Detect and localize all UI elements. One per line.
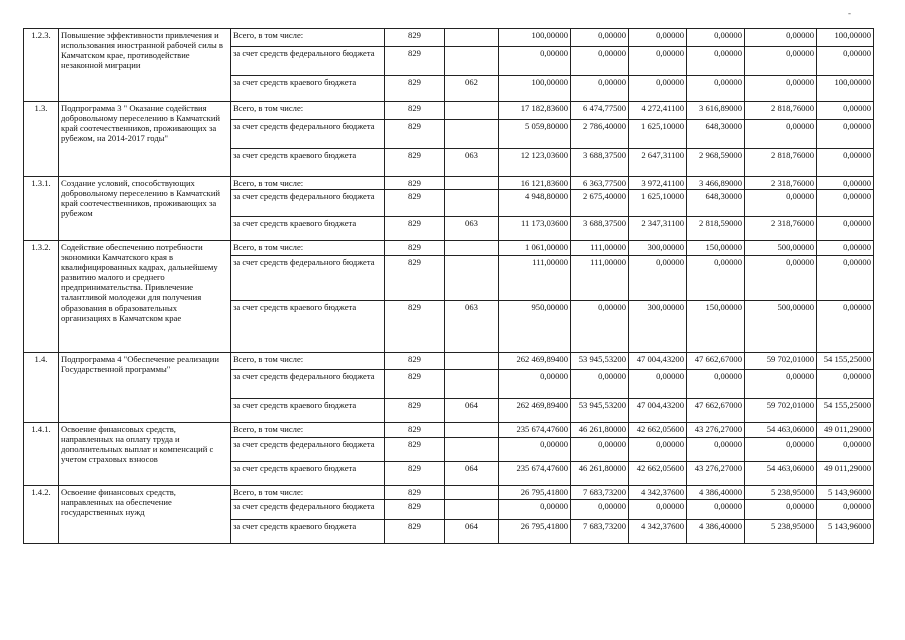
- amount-cell: 49 011,29000: [817, 423, 874, 438]
- amount-cell: 0,00000: [571, 76, 629, 102]
- grbs-code: 829: [385, 102, 445, 120]
- funding-source: за счет средств краевого бюджета: [231, 76, 385, 102]
- amount-cell: 0,00000: [817, 47, 874, 76]
- amount-cell: 5 143,96000: [817, 486, 874, 500]
- amount-cell: 5 143,96000: [817, 520, 874, 544]
- amount-cell: 0,00000: [499, 438, 571, 462]
- program-code: [445, 370, 499, 399]
- amount-cell: 2 318,76000: [745, 217, 817, 241]
- program-code: 062: [445, 76, 499, 102]
- amount-cell: 6 363,77500: [571, 177, 629, 190]
- amount-cell: 0,00000: [687, 256, 745, 301]
- grbs-code: 829: [385, 149, 445, 177]
- amount-cell: 4 948,80000: [499, 190, 571, 217]
- table-row: [24, 241, 874, 256]
- amount-cell: 111,00000: [571, 256, 629, 301]
- program-code: [445, 120, 499, 149]
- amount-cell: 0,00000: [571, 301, 629, 353]
- grbs-code: 829: [385, 399, 445, 423]
- grbs-code: 829: [385, 256, 445, 301]
- amount-cell: 1 625,10000: [629, 190, 687, 217]
- funding-source: Всего, в том числе:: [231, 177, 385, 190]
- amount-cell: 2 786,40000: [571, 120, 629, 149]
- amount-cell: 0,00000: [571, 29, 629, 47]
- amount-cell: 0,00000: [745, 500, 817, 520]
- amount-cell: 43 276,27000: [687, 462, 745, 486]
- activity-name: Создание условий, способствующих добровольному переселению в Камчатский край соотечественников, проживающих за рубежом: [59, 177, 231, 241]
- funding-source: Всего, в том числе:: [231, 423, 385, 438]
- amount-cell: 0,00000: [817, 120, 874, 149]
- amount-cell: 0,00000: [817, 370, 874, 399]
- program-code: 064: [445, 462, 499, 486]
- amount-cell: 42 662,05600: [629, 462, 687, 486]
- amount-cell: 0,00000: [817, 438, 874, 462]
- amount-cell: 0,00000: [499, 500, 571, 520]
- amount-cell: 0,00000: [745, 438, 817, 462]
- funding-source: за счет средств краевого бюджета: [231, 301, 385, 353]
- program-code: [445, 500, 499, 520]
- table-row: [24, 353, 874, 370]
- amount-cell: 235 674,47600: [499, 423, 571, 438]
- amount-cell: 0,00000: [687, 438, 745, 462]
- funding-source: за счет средств краевого бюджета: [231, 462, 385, 486]
- amount-cell: 950,00000: [499, 301, 571, 353]
- amount-cell: 1 061,00000: [499, 241, 571, 256]
- row-number: 1.3.1.: [24, 177, 59, 241]
- table-row: [24, 486, 874, 500]
- amount-cell: 0,00000: [817, 177, 874, 190]
- amount-cell: 2 818,59000: [687, 217, 745, 241]
- amount-cell: 0,00000: [687, 29, 745, 47]
- amount-cell: 0,00000: [745, 76, 817, 102]
- amount-cell: 100,00000: [499, 29, 571, 47]
- table-row: [24, 423, 874, 438]
- amount-cell: 12 123,03600: [499, 149, 571, 177]
- amount-cell: 111,00000: [571, 241, 629, 256]
- table-row: [24, 102, 874, 120]
- program-code: [445, 190, 499, 217]
- amount-cell: 0,00000: [629, 438, 687, 462]
- funding-source: за счет средств федерального бюджета: [231, 120, 385, 149]
- amount-cell: 54 463,06000: [745, 462, 817, 486]
- amount-cell: 47 662,67000: [687, 353, 745, 370]
- amount-cell: 0,00000: [629, 500, 687, 520]
- amount-cell: 47 004,43200: [629, 353, 687, 370]
- amount-cell: 0,00000: [571, 500, 629, 520]
- amount-cell: 0,00000: [499, 370, 571, 399]
- table-row: [24, 177, 874, 190]
- amount-cell: 2 818,76000: [745, 102, 817, 120]
- amount-cell: 46 261,80000: [571, 423, 629, 438]
- amount-cell: 16 121,83600: [499, 177, 571, 190]
- amount-cell: 42 662,05600: [629, 423, 687, 438]
- row-number: 1.3.2.: [24, 241, 59, 353]
- amount-cell: 49 011,29000: [817, 462, 874, 486]
- activity-name: Подпрограмма 4 "Обеспечение реализации Государственной программы": [59, 353, 231, 423]
- amount-cell: 150,00000: [687, 241, 745, 256]
- amount-cell: 47 004,43200: [629, 399, 687, 423]
- grbs-code: 829: [385, 462, 445, 486]
- amount-cell: 17 182,83600: [499, 102, 571, 120]
- grbs-code: 829: [385, 353, 445, 370]
- program-code: [445, 177, 499, 190]
- grbs-code: 829: [385, 177, 445, 190]
- amount-cell: 5 238,95000: [745, 520, 817, 544]
- funding-source: за счет средств федерального бюджета: [231, 438, 385, 462]
- amount-cell: 0,00000: [687, 500, 745, 520]
- amount-cell: 0,00000: [817, 301, 874, 353]
- table-row: [24, 29, 874, 47]
- program-code: 063: [445, 301, 499, 353]
- amount-cell: 0,00000: [687, 76, 745, 102]
- amount-cell: 1 625,10000: [629, 120, 687, 149]
- program-code: 064: [445, 520, 499, 544]
- grbs-code: 829: [385, 47, 445, 76]
- amount-cell: 0,00000: [817, 241, 874, 256]
- amount-cell: 0,00000: [817, 256, 874, 301]
- amount-cell: 53 945,53200: [571, 353, 629, 370]
- amount-cell: 0,00000: [745, 256, 817, 301]
- amount-cell: 47 662,67000: [687, 399, 745, 423]
- amount-cell: 100,00000: [817, 76, 874, 102]
- funding-source: за счет средств краевого бюджета: [231, 149, 385, 177]
- amount-cell: 0,00000: [745, 29, 817, 47]
- row-number: 1.3.: [24, 102, 59, 177]
- grbs-code: 829: [385, 486, 445, 500]
- program-code: [445, 29, 499, 47]
- amount-cell: 0,00000: [817, 190, 874, 217]
- amount-cell: 111,00000: [499, 256, 571, 301]
- amount-cell: 0,00000: [745, 47, 817, 76]
- amount-cell: 4 342,37600: [629, 486, 687, 500]
- amount-cell: 43 276,27000: [687, 423, 745, 438]
- amount-cell: 3 972,41100: [629, 177, 687, 190]
- amount-cell: 53 945,53200: [571, 399, 629, 423]
- amount-cell: 0,00000: [571, 47, 629, 76]
- activity-name: Подпрограмма 3 " Оказание содействия добровольному переселению в Камчатский край соотечественников, проживающих за рубежом, на 2014-2017 годы": [59, 102, 231, 177]
- amount-cell: 0,00000: [571, 438, 629, 462]
- activity-name: Повышение эффективности привлечения и использования иностранной рабочей силы в Камчатском крае, противодействие незаконной миграции: [59, 29, 231, 102]
- activity-name: Содействие обеспечению потребности экономики Камчатского края в квалифицированных кадрах, дальнейшему развитию малого и среднего предпринимательства. Привлечение талантливой молодежи для получения образования в образовательных организациях в Камчатском крае: [59, 241, 231, 353]
- activity-name: Освоение финансовых средств, направленных на обеспечение государственных нужд: [59, 486, 231, 544]
- grbs-code: 829: [385, 301, 445, 353]
- amount-cell: 3 688,37500: [571, 217, 629, 241]
- amount-cell: 0,00000: [817, 102, 874, 120]
- amount-cell: 500,00000: [745, 301, 817, 353]
- program-code: [445, 256, 499, 301]
- amount-cell: 46 261,80000: [571, 462, 629, 486]
- amount-cell: 2 818,76000: [745, 149, 817, 177]
- amount-cell: 3 616,89000: [687, 102, 745, 120]
- program-code: 063: [445, 149, 499, 177]
- activity-name: Освоение финансовых средств, направленных на оплату труда и дополнительных выплат и компенсаций с учетом страховых взносов: [59, 423, 231, 486]
- amount-cell: 54 155,25000: [817, 353, 874, 370]
- row-number: 1.4.2.: [24, 486, 59, 544]
- amount-cell: 0,00000: [745, 190, 817, 217]
- amount-cell: 54 463,06000: [745, 423, 817, 438]
- amount-cell: 3 688,37500: [571, 149, 629, 177]
- grbs-code: 829: [385, 423, 445, 438]
- amount-cell: 0,00000: [745, 120, 817, 149]
- amount-cell: 7 683,73200: [571, 520, 629, 544]
- grbs-code: 829: [385, 29, 445, 47]
- funding-source: Всего, в том числе:: [231, 102, 385, 120]
- funding-source: Всего, в том числе:: [231, 353, 385, 370]
- row-number: 1.4.: [24, 353, 59, 423]
- amount-cell: 2 968,59000: [687, 149, 745, 177]
- row-number: 1.4.1.: [24, 423, 59, 486]
- grbs-code: 829: [385, 190, 445, 217]
- funding-source: Всего, в том числе:: [231, 29, 385, 47]
- grbs-code: 829: [385, 520, 445, 544]
- amount-cell: 11 173,03600: [499, 217, 571, 241]
- amount-cell: 2 347,31100: [629, 217, 687, 241]
- amount-cell: 7 683,73200: [571, 486, 629, 500]
- amount-cell: 0,00000: [817, 217, 874, 241]
- grbs-code: 829: [385, 500, 445, 520]
- amount-cell: 2 318,76000: [745, 177, 817, 190]
- program-code: [445, 353, 499, 370]
- amount-cell: 26 795,41800: [499, 520, 571, 544]
- amount-cell: 0,00000: [817, 149, 874, 177]
- amount-cell: 0,00000: [499, 47, 571, 76]
- program-code: [445, 423, 499, 438]
- funding-source: Всего, в том числе:: [231, 241, 385, 256]
- amount-cell: 6 474,77500: [571, 102, 629, 120]
- amount-cell: 26 795,41800: [499, 486, 571, 500]
- amount-cell: 0,00000: [629, 76, 687, 102]
- amount-cell: 0,00000: [629, 256, 687, 301]
- row-number: 1.2.3.: [24, 29, 59, 102]
- funding-source: за счет средств краевого бюджета: [231, 217, 385, 241]
- amount-cell: 4 342,37600: [629, 520, 687, 544]
- funding-source: за счет средств федерального бюджета: [231, 370, 385, 399]
- amount-cell: 648,30000: [687, 120, 745, 149]
- amount-cell: 3 466,89000: [687, 177, 745, 190]
- amount-cell: 0,00000: [629, 370, 687, 399]
- program-code: [445, 486, 499, 500]
- amount-cell: 4 272,41100: [629, 102, 687, 120]
- corner-mark: -: [848, 8, 851, 18]
- amount-cell: 0,00000: [629, 29, 687, 47]
- amount-cell: 100,00000: [817, 29, 874, 47]
- amount-cell: 54 155,25000: [817, 399, 874, 423]
- amount-cell: 2 647,31100: [629, 149, 687, 177]
- funding-source: за счет средств федерального бюджета: [231, 256, 385, 301]
- program-code: [445, 438, 499, 462]
- amount-cell: 0,00000: [745, 370, 817, 399]
- amount-cell: 4 386,40000: [687, 486, 745, 500]
- grbs-code: 829: [385, 120, 445, 149]
- grbs-code: 829: [385, 241, 445, 256]
- grbs-code: 829: [385, 76, 445, 102]
- amount-cell: 300,00000: [629, 241, 687, 256]
- amount-cell: 300,00000: [629, 301, 687, 353]
- program-code: 063: [445, 217, 499, 241]
- amount-cell: 262 469,89400: [499, 399, 571, 423]
- amount-cell: 0,00000: [629, 47, 687, 76]
- program-code: [445, 47, 499, 76]
- amount-cell: 5 238,95000: [745, 486, 817, 500]
- amount-cell: 150,00000: [687, 301, 745, 353]
- amount-cell: 648,30000: [687, 190, 745, 217]
- budget-table: [23, 28, 874, 544]
- amount-cell: 2 675,40000: [571, 190, 629, 217]
- grbs-code: 829: [385, 217, 445, 241]
- amount-cell: 500,00000: [745, 241, 817, 256]
- funding-source: за счет средств федерального бюджета: [231, 47, 385, 76]
- amount-cell: 0,00000: [687, 47, 745, 76]
- funding-source: за счет средств краевого бюджета: [231, 399, 385, 423]
- funding-source: за счет средств федерального бюджета: [231, 500, 385, 520]
- amount-cell: 0,00000: [817, 500, 874, 520]
- amount-cell: 59 702,01000: [745, 399, 817, 423]
- grbs-code: 829: [385, 438, 445, 462]
- amount-cell: 262 469,89400: [499, 353, 571, 370]
- funding-source: за счет средств краевого бюджета: [231, 520, 385, 544]
- amount-cell: 235 674,47600: [499, 462, 571, 486]
- funding-source: за счет средств федерального бюджета: [231, 190, 385, 217]
- amount-cell: 100,00000: [499, 76, 571, 102]
- amount-cell: 0,00000: [571, 370, 629, 399]
- program-code: [445, 241, 499, 256]
- program-code: 064: [445, 399, 499, 423]
- funding-source: Всего, в том числе:: [231, 486, 385, 500]
- amount-cell: 4 386,40000: [687, 520, 745, 544]
- amount-cell: 5 059,80000: [499, 120, 571, 149]
- program-code: [445, 102, 499, 120]
- table-body: [24, 29, 874, 544]
- grbs-code: 829: [385, 370, 445, 399]
- amount-cell: 0,00000: [687, 370, 745, 399]
- amount-cell: 59 702,01000: [745, 353, 817, 370]
